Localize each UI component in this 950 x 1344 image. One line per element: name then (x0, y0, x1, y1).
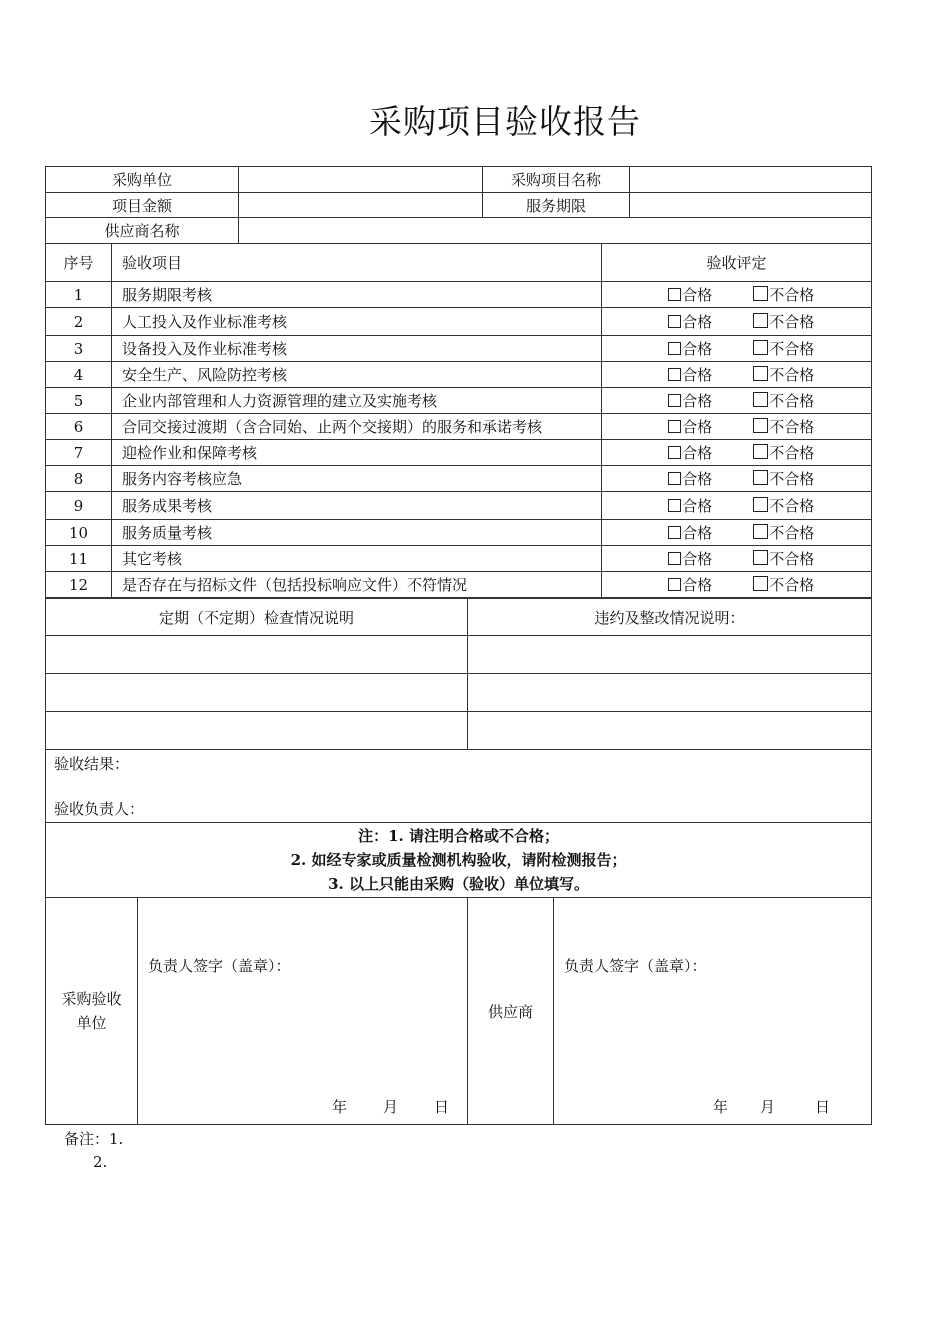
pass-label: 合格 (682, 418, 713, 436)
pass-checkbox[interactable] (668, 394, 681, 407)
row-item: 服务内容考核应急 (112, 466, 602, 492)
inspection-right-cell[interactable] (468, 636, 872, 674)
fail-option[interactable] (737, 282, 872, 308)
pass-checkbox[interactable] (668, 578, 681, 591)
pass-label: 合格 (682, 550, 713, 568)
row-number: 2 (46, 308, 112, 336)
fail-option[interactable] (737, 414, 872, 440)
pass-checkbox[interactable] (668, 315, 681, 328)
table-row (46, 572, 872, 598)
fail-checkbox[interactable] (753, 366, 768, 381)
note-line-3: 3. 以上只能由采购（验收）单位填写。 (328, 875, 589, 893)
row-number: 4 (46, 362, 112, 388)
row-number: 1 (46, 282, 112, 308)
supplier-sign-cell[interactable] (554, 898, 872, 1125)
project-name-field[interactable] (630, 167, 872, 193)
year-label: 年 (332, 1098, 348, 1116)
supplier-field[interactable] (239, 218, 872, 244)
row-number: 3 (46, 336, 112, 362)
row-item: 合同交接过渡期（含合同始、止两个交接期）的服务和承诺考核 (112, 414, 602, 440)
day-label: 日 (815, 1098, 831, 1116)
row-number: 12 (46, 572, 112, 598)
fail-checkbox[interactable] (753, 444, 768, 459)
fail-checkbox[interactable] (753, 550, 768, 565)
document-title: 采购项目验收报告 (369, 102, 641, 141)
project-name-label: 采购项目名称 (483, 167, 630, 193)
pass-checkbox[interactable] (668, 526, 681, 539)
month-label: 月 (760, 1098, 776, 1116)
row-number: 7 (46, 440, 112, 466)
remark-line-1: 备注：1. (64, 1130, 124, 1148)
inspection-right-cell[interactable] (468, 712, 872, 750)
note-line-1: 注：1. 请注明合格或不合格； (358, 827, 559, 845)
fail-label: 不合格 (769, 576, 815, 594)
acceptance-items-table (45, 243, 872, 598)
fail-label: 不合格 (769, 340, 815, 358)
inspection-right-cell[interactable] (468, 674, 872, 712)
pass-option[interactable] (602, 546, 737, 572)
fail-label: 不合格 (769, 392, 815, 410)
row-item: 设备投入及作业标准考核 (112, 336, 602, 362)
amount-label: 项目金额 (46, 193, 239, 218)
table-row (46, 362, 872, 388)
inspection-table (45, 598, 872, 750)
inspection-left-header: 定期（不定期）检查情况说明 (46, 599, 468, 636)
pass-checkbox[interactable] (668, 288, 681, 301)
pass-label: 合格 (682, 366, 713, 384)
fail-checkbox[interactable] (753, 286, 768, 301)
fail-checkbox[interactable] (753, 313, 768, 328)
pass-option[interactable] (602, 440, 737, 466)
note-line-2: 2. 如经专家或质量检测机构验收，请附检测报告； (290, 851, 627, 869)
fail-option[interactable] (737, 308, 872, 336)
fail-option[interactable] (737, 520, 872, 546)
pass-option[interactable] (602, 282, 737, 308)
row-item: 安全生产、风险防控考核 (112, 362, 602, 388)
purchaser-label: 采购单位 (46, 167, 239, 193)
inspection-left-cell[interactable] (46, 636, 468, 674)
row-number: 9 (46, 492, 112, 520)
header-info-table (45, 166, 872, 244)
pass-label: 合格 (682, 576, 713, 594)
pass-checkbox[interactable] (668, 342, 681, 355)
table-row (46, 492, 872, 520)
row-item: 服务期限考核 (112, 282, 602, 308)
pass-option[interactable] (602, 308, 737, 336)
fail-label: 不合格 (769, 550, 815, 568)
result-table (45, 749, 872, 1125)
fail-checkbox[interactable] (753, 418, 768, 433)
result-label: 验收结果： (54, 755, 130, 773)
table-row (46, 546, 872, 572)
pass-option[interactable] (602, 492, 737, 520)
fail-option[interactable] (737, 440, 872, 466)
supplier-sign-date (713, 1096, 830, 1117)
table-row (46, 520, 872, 546)
table-row (46, 308, 872, 336)
purchaser-sign-label: 负责人签字（盖章）： (148, 957, 291, 975)
fail-option[interactable] (737, 362, 872, 388)
person-label: 验收负责人： (54, 800, 145, 818)
inspection-left-cell[interactable] (46, 674, 468, 712)
purchaser-unit-line-1: 采购验收 (61, 990, 122, 1008)
pass-checkbox[interactable] (668, 472, 681, 485)
fail-option[interactable] (737, 466, 872, 492)
pass-checkbox[interactable] (668, 499, 681, 512)
fail-checkbox[interactable] (753, 497, 768, 512)
purchaser-unit-line-2: 单位 (76, 1014, 107, 1032)
row-item: 服务成果考核 (112, 492, 602, 520)
fail-label: 不合格 (769, 470, 815, 488)
notes-cell (46, 823, 872, 898)
fail-checkbox[interactable] (753, 470, 768, 485)
pass-checkbox[interactable] (668, 446, 681, 459)
fail-checkbox[interactable] (753, 524, 768, 539)
result-cell[interactable] (46, 750, 872, 823)
row-item: 服务质量考核 (112, 520, 602, 546)
row-number: 10 (46, 520, 112, 546)
period-label: 服务期限 (483, 193, 630, 218)
purchaser-sign-date (332, 1096, 449, 1117)
fail-option[interactable] (737, 388, 872, 414)
row-number: 6 (46, 414, 112, 440)
pass-checkbox[interactable] (668, 368, 681, 381)
fail-option[interactable] (737, 336, 872, 362)
col-item-header: 验收项目 (112, 244, 602, 282)
fail-option[interactable] (737, 572, 872, 598)
day-label: 日 (434, 1098, 450, 1116)
pass-label: 合格 (682, 524, 713, 542)
purchaser-sign-cell[interactable] (138, 898, 468, 1125)
pass-option[interactable] (602, 466, 737, 492)
pass-label: 合格 (682, 444, 713, 462)
fail-label: 不合格 (769, 497, 815, 515)
pass-label: 合格 (682, 497, 713, 515)
fail-label: 不合格 (769, 286, 815, 304)
fail-option[interactable] (737, 492, 872, 520)
pass-option[interactable] (602, 572, 737, 598)
supplier-label: 供应商名称 (46, 218, 239, 244)
inspection-right-header: 违约及整改情况说明： (468, 599, 872, 636)
pass-option[interactable] (602, 388, 737, 414)
table-row (46, 388, 872, 414)
pass-option[interactable] (602, 520, 737, 546)
row-number: 11 (46, 546, 112, 572)
fail-label: 不合格 (769, 524, 815, 542)
inspection-left-cell[interactable] (46, 712, 468, 750)
row-item: 是否存在与招标文件（包括投标响应文件）不符情况 (112, 572, 602, 598)
fail-option[interactable] (737, 546, 872, 572)
pass-label: 合格 (682, 313, 713, 331)
row-number: 5 (46, 388, 112, 414)
fail-checkbox[interactable] (753, 576, 768, 591)
col-eval-header: 验收评定 (602, 244, 872, 282)
fail-label: 不合格 (769, 313, 815, 331)
row-item: 企业内部管理和人力资源管理的建立及实施考核 (112, 388, 602, 414)
period-field[interactable] (630, 193, 872, 218)
fail-checkbox[interactable] (753, 392, 768, 407)
remark-line-2: 2. (93, 1153, 108, 1171)
amount-field[interactable] (239, 193, 483, 218)
row-item: 其它考核 (112, 546, 602, 572)
table-row (46, 466, 872, 492)
pass-checkbox[interactable] (668, 552, 681, 565)
fail-label: 不合格 (769, 418, 815, 436)
year-label: 年 (713, 1098, 729, 1116)
purchaser-field[interactable] (239, 167, 483, 193)
supplier-label-cell: 供应商 (468, 898, 554, 1125)
fail-label: 不合格 (769, 366, 815, 384)
pass-option[interactable] (602, 414, 737, 440)
pass-label: 合格 (682, 470, 713, 488)
pass-label: 合格 (682, 286, 713, 304)
row-item: 人工投入及作业标准考核 (112, 308, 602, 336)
table-row (46, 282, 872, 308)
month-label: 月 (383, 1098, 399, 1116)
purchaser-unit-cell (46, 898, 138, 1125)
row-number: 8 (46, 466, 112, 492)
item-rows (46, 282, 872, 598)
col-no-header: 序号 (46, 244, 112, 282)
pass-option[interactable] (602, 336, 737, 362)
fail-checkbox[interactable] (753, 340, 768, 355)
row-item: 迎检作业和保障考核 (112, 440, 602, 466)
pass-label: 合格 (682, 392, 713, 410)
pass-label: 合格 (682, 340, 713, 358)
table-row (46, 336, 872, 362)
table-row (46, 440, 872, 466)
fail-label: 不合格 (769, 444, 815, 462)
table-row (46, 414, 872, 440)
pass-option[interactable] (602, 362, 737, 388)
pass-checkbox[interactable] (668, 420, 681, 433)
supplier-sign-label: 负责人签字（盖章）： (564, 957, 707, 975)
